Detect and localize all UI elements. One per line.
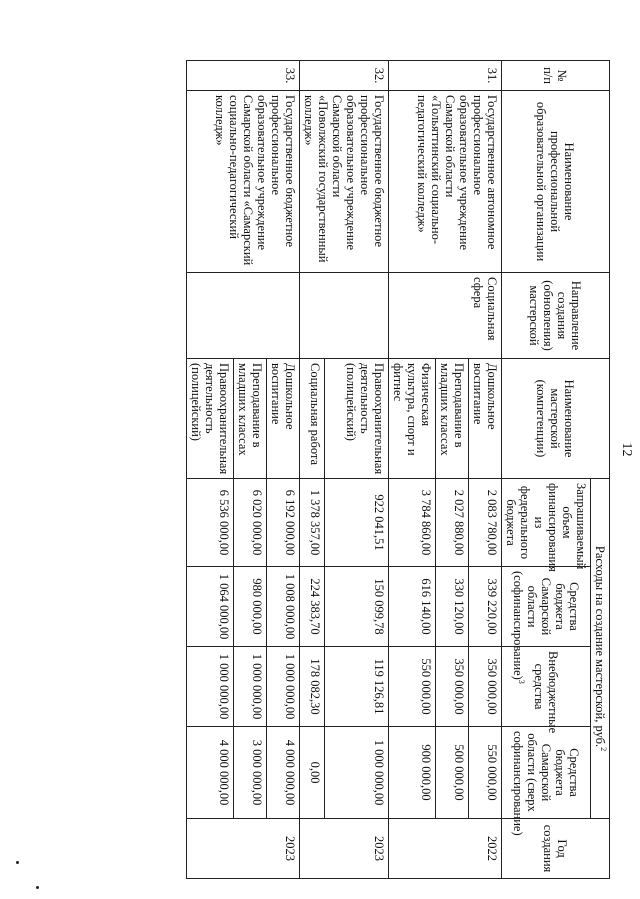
header-regional-extra: Средства бюджета Самарской области (сверх софинансирование) <box>501 727 590 819</box>
workshop-name: Социальная работа <box>299 359 325 479</box>
table-body <box>186 61 501 879</box>
row-number: 31. <box>388 61 501 91</box>
workshop-name: Правоохранительная деятельность (полицейский) <box>325 359 388 479</box>
page-number: 12 <box>619 442 634 457</box>
header-workshop-name: Наименование мастерской (компетенции) <box>501 359 609 479</box>
regional-extra-amount: 900 000,00 <box>388 727 435 819</box>
table-row <box>468 61 501 879</box>
header-year: Год создания <box>501 819 609 879</box>
regional-amount: 980 000,00 <box>233 567 266 647</box>
header-regional-footnote: 3 <box>516 679 526 684</box>
header-direction: Направление создания (обновления) мастерской <box>501 273 609 359</box>
extrabudget-amount: 550 000,00 <box>388 647 435 727</box>
header-num: № п/п <box>501 61 609 91</box>
workshop-name: Преподавание в младших классах <box>435 359 468 479</box>
direction <box>299 273 388 359</box>
year: 2022 <box>388 819 501 879</box>
regional-amount: 224 383,70 <box>299 567 325 647</box>
table-row <box>325 61 388 879</box>
org-name: Государственное бюджетное профессиональное образовательное учреждение Самарской области «Самарский социально-педагогический колледж» <box>186 91 299 273</box>
federal-amount: 6 536 000,00 <box>186 479 233 567</box>
regional-extra-amount: 550 000,00 <box>468 727 501 819</box>
workshop-name: Дошкольное воспитание <box>266 359 299 479</box>
header-expenses-group <box>590 479 609 819</box>
header-federal: Запрашиваемый объем финансирования из федерального бюджета <box>501 479 590 567</box>
row-number: 32. <box>299 61 388 91</box>
regional-extra-amount: 4 000 000,00 <box>266 727 299 819</box>
header-extrabudget: Внебюджетные средства <box>501 647 590 727</box>
extrabudget-amount: 1 000 000,00 <box>186 647 233 727</box>
regional-amount: 339 220,00 <box>468 567 501 647</box>
workshop-name: Физическая культура, спорт и фитнес <box>388 359 435 479</box>
extrabudget-amount: 350 000,00 <box>435 647 468 727</box>
extrabudget-amount: 178 082,30 <box>299 647 325 727</box>
table-row <box>266 61 299 879</box>
header-expenses-group-label: Расходы на создание мастерской, руб. <box>592 545 607 748</box>
regional-extra-amount: 500 000,00 <box>435 727 468 819</box>
direction: Социальная сфера <box>388 273 501 359</box>
federal-amount: 2 083 780,00 <box>468 479 501 567</box>
workshop-name: Дошкольное воспитание <box>468 359 501 479</box>
workshop-expenses-table <box>186 60 610 879</box>
regional-amount: 330 120,00 <box>435 567 468 647</box>
workshop-name: Правоохранительная деятельность (полицейский) <box>186 359 233 479</box>
regional-extra-amount: 3 000 000,00 <box>233 727 266 819</box>
federal-amount: 3 784 860,00 <box>388 479 435 567</box>
regional-amount: 1 064 000,00 <box>186 567 233 647</box>
federal-amount: 6 192 000,00 <box>266 479 299 567</box>
regional-amount: 1 008 000,00 <box>266 567 299 647</box>
extrabudget-amount: 1 000 000,00 <box>266 647 299 727</box>
regional-extra-amount: 0,00 <box>299 727 325 819</box>
regional-amount: 150 099,78 <box>325 567 388 647</box>
regional-extra-amount: 4 000 000,00 <box>186 727 233 819</box>
header-org-name: Наименование профессиональной образовательной организации <box>501 91 609 273</box>
federal-amount: 2 027 880,00 <box>435 479 468 567</box>
federal-amount: 6 020 000,00 <box>233 479 266 567</box>
scan-speck <box>36 886 39 889</box>
regional-extra-amount: 1 000 000,00 <box>325 727 388 819</box>
regional-amount: 616 140,00 <box>388 567 435 647</box>
federal-amount: 922 041,51 <box>325 479 388 567</box>
extrabudget-amount: 350 000,00 <box>468 647 501 727</box>
header-regional-label: Средства бюджета Самарской области (софинансирование) <box>510 571 581 680</box>
extrabudget-amount: 1 000 000,00 <box>233 647 266 727</box>
header-expenses-footnote: 2 <box>599 747 608 752</box>
year: 2023 <box>299 819 388 879</box>
federal-amount: 1 378 357,00 <box>299 479 325 567</box>
year: 2023 <box>186 819 299 879</box>
org-name: Государственное автономное профессиональное образовательное учреждение Самарской области «Тольяттинский социально-педагогический колледж» <box>388 91 501 273</box>
row-number: 33. <box>186 61 299 91</box>
extrabudget-amount: 119 126,81 <box>325 647 388 727</box>
direction <box>186 273 299 359</box>
header-regional <box>501 567 590 684</box>
workshop-name: Преподавание в младших классах <box>233 359 266 479</box>
org-name: Государственное бюджетное профессиональное образовательное учреждение Самарской области «Поволжский государственный колледж» <box>299 91 388 273</box>
scan-speck <box>16 861 19 864</box>
